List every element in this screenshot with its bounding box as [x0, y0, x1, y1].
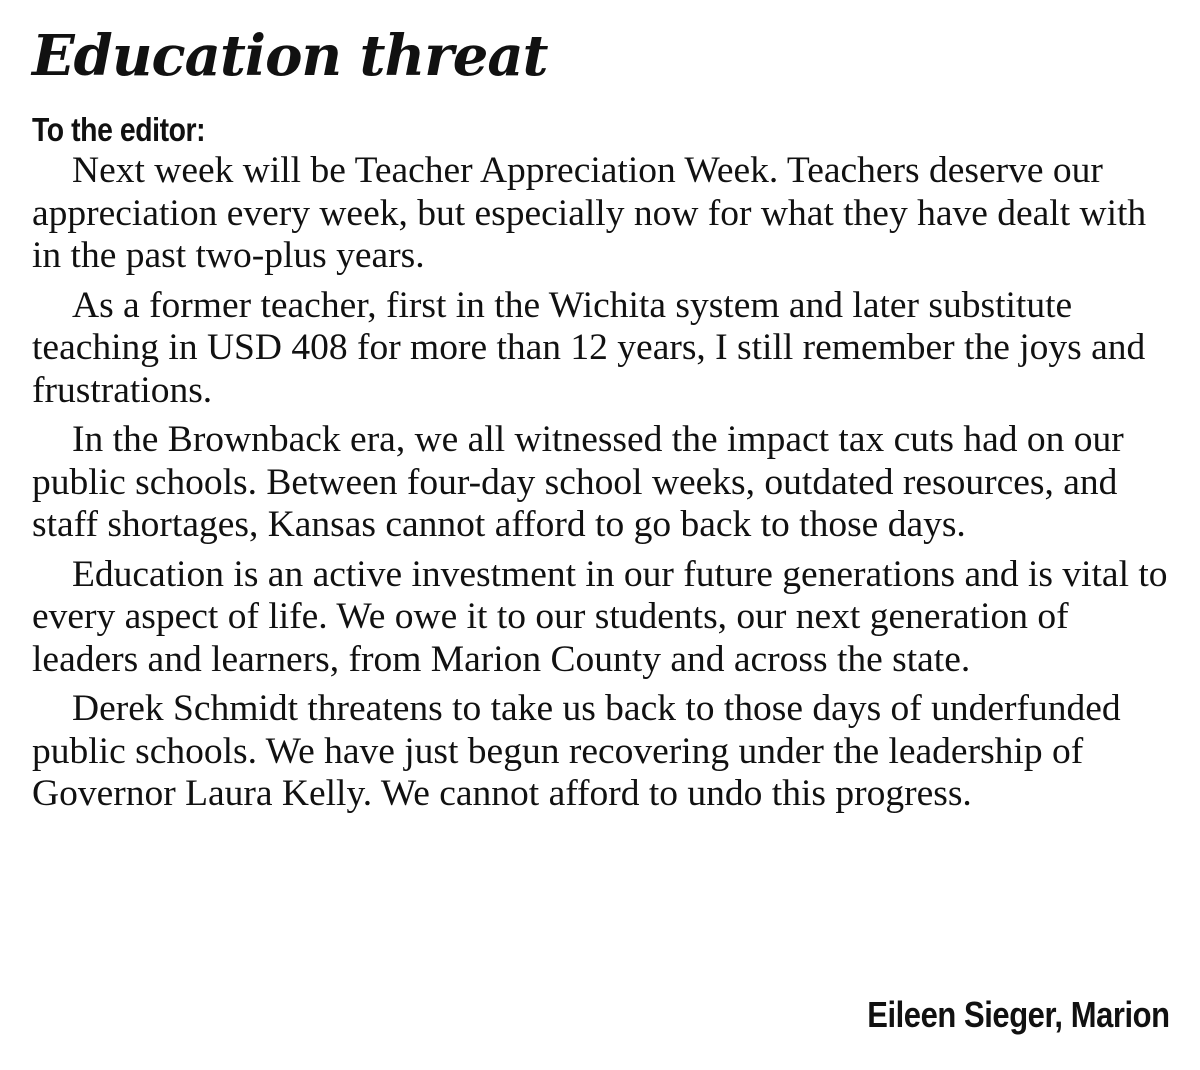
paragraph: As a former teacher, first in the Wichita system and later substitute teaching in USD 408 for more than 12 years, I still remember the joys and frustrations. [32, 284, 1146, 411]
letter-body [32, 150, 1172, 816]
paragraph: Next week will be Teacher Appreciation Week. Teachers deserve our appreciation every week, but especially now for what they have dealt with in the past two-plus years. [32, 150, 1147, 276]
paragraph: In the Brownback era, we all witnessed the impact tax cuts had on our public schools. Between four-day school weeks, outdated resources, and staff shortages, Kansas cannot afford to go back to those days. [32, 419, 1124, 545]
paragraph: Derek Schmidt threatens to take us back to those days of underfunded public schools. We have just begun recovering under the leadership of Governor Laura Kelly. We cannot afford to undo this progress. [32, 688, 1121, 814]
letter-to-editor [32, 0, 1172, 823]
headline: Education threat [32, 23, 548, 89]
salutation: To the editor: [32, 111, 206, 148]
paragraph: Education is an active investment in our future generations and is vital to every aspect of life. We owe it to our students, our next generation of leaders and learners, from Marion County and across the state. [32, 553, 1168, 680]
signature: Eileen Sieger, Marion [867, 994, 1170, 1035]
